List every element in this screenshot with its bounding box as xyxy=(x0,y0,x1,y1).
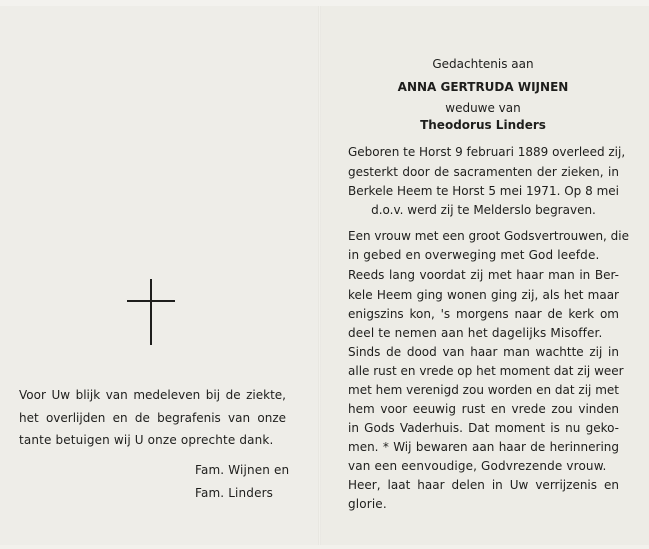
body-line: men. * Wij bewaren aan haar de herinnering xyxy=(348,440,619,454)
husband-name: Theodorus Linders xyxy=(420,118,546,132)
body-line: deel te nemen aan het dagelijks Misoffer. xyxy=(348,326,603,340)
signature-line: Fam. Wijnen en xyxy=(195,463,290,477)
widow-of-line: weduwe van xyxy=(445,101,521,115)
body-line: enigszins kon, 's morgens naar de kerk om xyxy=(348,307,619,321)
deceased-name: ANNA GERTRUDA WIJNEN xyxy=(397,80,569,94)
body-line: met hem verenigd zou worden en dat zij met xyxy=(348,383,619,397)
body-line: alle rust en vrede op het moment dat zij weer xyxy=(348,364,624,378)
signature-line: Fam. Linders xyxy=(195,486,274,500)
thanks-line: het overlijden en de begrafenis van onze xyxy=(19,411,286,425)
body-line: hem voor eeuwig rust en vrede zou vinden xyxy=(348,402,619,416)
body-line: van een eenvoudige, Godvrezende vrouw. xyxy=(348,459,607,473)
body-line: Heer, laat haar delen in Uw verrijzenis en xyxy=(348,478,619,492)
body-line: Reeds lang voordat zij met haar man in Ber- xyxy=(348,268,619,282)
bio-line: Berkele Heem te Horst 5 mei 1971. Op 8 mei xyxy=(348,184,619,198)
card-top-edge xyxy=(0,0,649,6)
body-line: Sinds de dood van haar man wachtte zij in xyxy=(348,345,619,359)
cross-icon xyxy=(127,279,175,345)
bio-line: Geboren te Horst 9 februari 1889 overleed zij, xyxy=(348,145,626,159)
bio-line: gesterkt door de sacramenten der zieken, in xyxy=(348,165,619,179)
thanks-line: tante betuigen wij U onze oprechte dank. xyxy=(19,433,274,447)
card-bottom-edge xyxy=(0,545,649,549)
intro-line: Gedachtenis aan xyxy=(432,57,534,71)
body-line: glorie. xyxy=(348,497,387,511)
body-line: kele Heem ging wonen ging zij, als het maar xyxy=(348,288,619,302)
thanks-line: Voor Uw blijk van medeleven bij de ziekte, xyxy=(19,388,286,402)
body-line: Een vrouw met een groot Godsvertrouwen, die xyxy=(348,229,630,243)
body-line: in Gods Vaderhuis. Dat moment is nu geko- xyxy=(348,421,619,435)
body-line: in gebed en overweging met God leefde. xyxy=(348,248,600,262)
bio-line: d.o.v. werd zij te Melderslo begraven. xyxy=(371,203,596,217)
